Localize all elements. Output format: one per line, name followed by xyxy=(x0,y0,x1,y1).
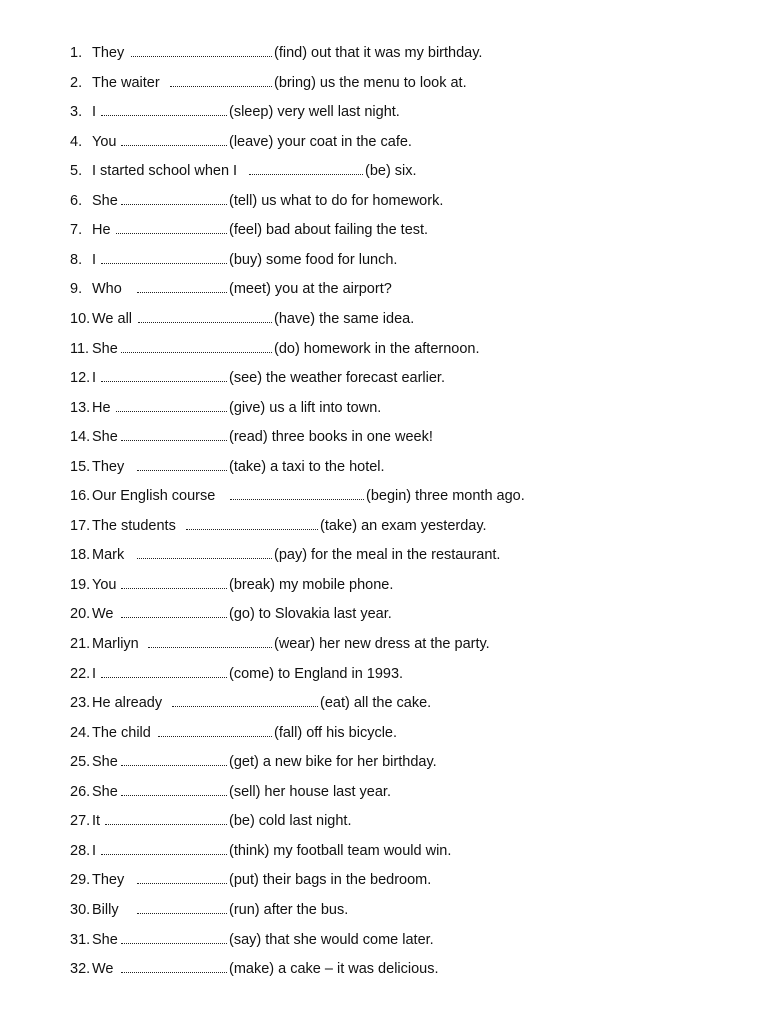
sentence-rest: us a lift into town. xyxy=(269,399,382,416)
question-number: 5. xyxy=(70,163,83,180)
question-item xyxy=(0,159,768,183)
verb-hint: (leave) xyxy=(229,133,274,150)
question-tail xyxy=(229,425,433,449)
question-item xyxy=(0,277,768,301)
question-item xyxy=(0,721,768,745)
sentence-rest: all the cake. xyxy=(353,695,432,712)
question-number: 4. xyxy=(70,133,83,150)
answer-blank[interactable] xyxy=(101,263,227,264)
question-tail xyxy=(229,750,437,774)
sentence-rest: three month ago. xyxy=(415,488,525,505)
question-number: 20. xyxy=(70,606,91,623)
question-subject: You xyxy=(92,133,117,150)
question-number: 30. xyxy=(70,901,91,918)
sentence-rest: cold last night. xyxy=(258,813,352,830)
answer-blank[interactable] xyxy=(121,588,227,589)
answer-blank[interactable] xyxy=(101,381,227,382)
question-tail xyxy=(274,41,482,65)
verb-hint: (bring) xyxy=(274,74,316,91)
sentence-rest: my football team would win. xyxy=(273,842,452,859)
verb-hint: (begin) xyxy=(366,488,412,505)
question-item xyxy=(0,337,768,361)
answer-blank[interactable] xyxy=(116,233,227,234)
verb-hint: (take) xyxy=(229,458,267,475)
question-item xyxy=(0,839,768,863)
question-subject: Marliyn xyxy=(92,636,139,652)
verb-hint: (meet) xyxy=(229,281,271,298)
answer-blank[interactable] xyxy=(137,913,227,914)
question-tail xyxy=(274,543,500,567)
verb-hint: (say) xyxy=(229,931,262,948)
answer-blank[interactable] xyxy=(249,174,363,175)
question-number: 26. xyxy=(70,783,91,800)
question-item xyxy=(0,573,768,597)
question-tail xyxy=(229,868,431,892)
question-number: 10. xyxy=(70,310,91,327)
answer-blank[interactable] xyxy=(137,292,227,293)
question-number: 12. xyxy=(70,370,91,387)
question-item xyxy=(0,514,768,538)
question-tail xyxy=(229,100,400,124)
question-subject: They xyxy=(92,45,125,61)
verb-hint: (sell) xyxy=(229,783,261,800)
answer-blank[interactable] xyxy=(170,86,272,87)
question-subject: She xyxy=(92,340,118,357)
question-tail xyxy=(229,396,381,420)
sentence-rest: out that it was my birthday. xyxy=(311,45,483,61)
question-tail xyxy=(274,307,414,331)
verb-hint: (put) xyxy=(229,872,259,889)
question-number: 32. xyxy=(70,961,91,978)
sentence-rest: some food for lunch. xyxy=(266,251,398,268)
question-item xyxy=(0,307,768,331)
verb-hint: (eat) xyxy=(320,695,350,712)
question-number: 22. xyxy=(70,665,91,682)
question-tail xyxy=(229,455,385,479)
answer-blank[interactable] xyxy=(101,677,227,678)
sentence-rest: the weather forecast earlier. xyxy=(266,370,445,387)
sentence-rest: six. xyxy=(394,163,417,180)
answer-blank[interactable] xyxy=(148,647,272,648)
question-tail xyxy=(229,189,443,213)
question-number: 2. xyxy=(70,74,83,91)
question-subject: I started school when I xyxy=(92,163,238,180)
sentence-rest: for the meal in the restaurant. xyxy=(311,547,501,564)
question-number: 7. xyxy=(70,222,83,239)
question-tail xyxy=(229,366,445,390)
question-number: 13. xyxy=(70,399,91,416)
question-number: 17. xyxy=(70,517,91,534)
sentence-rest: you at the airport? xyxy=(274,281,392,298)
question-tail xyxy=(274,632,490,656)
sentence-rest: three books in one week! xyxy=(271,429,433,446)
question-item xyxy=(0,928,768,952)
question-subject: I xyxy=(92,370,97,387)
sentence-rest: bad about failing the test. xyxy=(266,222,429,239)
answer-blank[interactable] xyxy=(172,706,318,707)
answer-blank[interactable] xyxy=(121,352,272,353)
question-number: 28. xyxy=(70,842,91,859)
answer-blank[interactable] xyxy=(121,617,227,618)
question-number: 8. xyxy=(70,251,83,268)
question-tail xyxy=(229,957,439,981)
question-item xyxy=(0,425,768,449)
question-item xyxy=(0,809,768,833)
question-tail xyxy=(229,602,392,626)
sentence-rest: an exam yesterday. xyxy=(361,517,487,534)
question-tail xyxy=(365,159,417,183)
sentence-rest: after the bus. xyxy=(263,901,349,918)
question-item xyxy=(0,957,768,981)
question-item xyxy=(0,218,768,242)
answer-blank[interactable] xyxy=(121,943,227,944)
question-subject: I xyxy=(92,104,97,121)
sentence-rest: the same idea. xyxy=(319,310,415,327)
question-number: 1. xyxy=(70,45,83,61)
verb-hint: (have) xyxy=(274,310,316,327)
verb-hint: (be) xyxy=(229,813,255,830)
question-number: 6. xyxy=(70,192,83,209)
question-tail xyxy=(229,277,392,301)
question-item xyxy=(0,662,768,686)
question-number: 3. xyxy=(70,104,83,121)
question-subject: Billy xyxy=(92,901,119,918)
answer-blank[interactable] xyxy=(121,145,227,146)
answer-blank[interactable] xyxy=(137,470,227,471)
question-item xyxy=(0,71,768,95)
question-number: 21. xyxy=(70,636,91,652)
verb-hint: (tell) xyxy=(229,192,258,209)
question-item xyxy=(0,632,768,656)
verb-hint: (be) xyxy=(365,163,391,180)
answer-blank[interactable] xyxy=(116,411,227,412)
verb-hint: (find) xyxy=(274,45,308,61)
question-number: 14. xyxy=(70,429,91,446)
question-subject: I xyxy=(92,665,97,682)
sentence-rest: off his bicycle. xyxy=(306,724,398,741)
question-tail xyxy=(229,573,393,597)
verb-hint: (see) xyxy=(229,370,263,387)
verb-hint: (go) xyxy=(229,606,255,623)
answer-blank[interactable] xyxy=(131,56,272,57)
question-subject: I xyxy=(92,251,97,268)
answer-blank[interactable] xyxy=(121,440,227,441)
answer-blank[interactable] xyxy=(101,854,227,855)
question-tail xyxy=(320,691,431,715)
question-subject: She xyxy=(92,429,118,446)
question-subject: The waiter xyxy=(92,74,160,91)
answer-blank[interactable] xyxy=(230,499,364,500)
sentence-rest: my mobile phone. xyxy=(278,576,394,593)
verb-hint: (feel) xyxy=(229,222,263,239)
question-tail xyxy=(229,130,412,154)
question-tail xyxy=(274,71,467,95)
question-item xyxy=(0,543,768,567)
question-number: 27. xyxy=(70,813,91,830)
sentence-rest: their bags in the bedroom. xyxy=(262,872,432,889)
verb-hint: (do) xyxy=(274,340,300,357)
question-subject: The students xyxy=(92,517,176,534)
sentence-rest: us what to do for homework. xyxy=(261,192,444,209)
verb-hint: (take) xyxy=(320,517,358,534)
question-subject: We all xyxy=(92,310,133,327)
question-item xyxy=(0,898,768,922)
verb-hint: (give) xyxy=(229,399,266,416)
answer-blank[interactable] xyxy=(105,824,227,825)
question-number: 11. xyxy=(70,340,90,357)
sentence-rest: her house last year. xyxy=(264,783,391,800)
question-number: 31. xyxy=(70,931,91,948)
question-item xyxy=(0,780,768,804)
question-tail xyxy=(229,780,391,804)
sentence-rest: to England in 1993. xyxy=(278,665,404,682)
question-tail xyxy=(229,248,397,272)
question-item xyxy=(0,248,768,272)
question-subject: She xyxy=(92,754,118,771)
answer-blank[interactable] xyxy=(121,204,227,205)
question-subject: She xyxy=(92,783,118,800)
answer-blank[interactable] xyxy=(101,115,227,116)
answer-blank[interactable] xyxy=(137,883,227,884)
question-subject: Mark xyxy=(92,547,125,564)
question-tail xyxy=(320,514,487,538)
question-item xyxy=(0,750,768,774)
question-number: 25. xyxy=(70,754,91,771)
question-number: 18. xyxy=(70,547,91,564)
question-subject: We xyxy=(92,606,114,623)
question-subject: You xyxy=(92,576,117,593)
answer-blank[interactable] xyxy=(137,558,272,559)
question-tail xyxy=(229,839,451,863)
sentence-rest: a cake – it was delicious. xyxy=(278,961,439,978)
answer-blank[interactable] xyxy=(138,322,272,323)
sentence-rest: her new dress at the party. xyxy=(319,636,490,652)
question-number: 23. xyxy=(70,695,91,712)
sentence-rest: your coat in the cafe. xyxy=(277,133,412,150)
question-subject: She xyxy=(92,192,118,209)
answer-blank[interactable] xyxy=(121,765,227,766)
question-tail xyxy=(274,721,397,745)
question-subject: They xyxy=(92,872,125,889)
sentence-rest: a new bike for her birthday. xyxy=(262,754,437,771)
question-tail xyxy=(366,484,525,508)
verb-hint: (buy) xyxy=(229,251,263,268)
question-number: 15. xyxy=(70,458,91,475)
question-number: 19. xyxy=(70,576,91,593)
verb-hint: (break) xyxy=(229,576,275,593)
question-number: 24. xyxy=(70,724,91,741)
verb-hint: (think) xyxy=(229,842,270,859)
verb-hint: (run) xyxy=(229,901,260,918)
question-item xyxy=(0,366,768,390)
sentence-rest: a taxi to the hotel. xyxy=(270,458,385,475)
verb-hint: (fall) xyxy=(274,724,303,741)
question-subject: Our English course xyxy=(92,488,216,505)
answer-blank[interactable] xyxy=(121,972,227,973)
question-tail xyxy=(229,898,348,922)
question-number: 16. xyxy=(70,488,91,505)
question-tail xyxy=(229,928,434,952)
question-subject: The child xyxy=(92,724,151,741)
question-item xyxy=(0,396,768,420)
question-item xyxy=(0,868,768,892)
question-number: 29. xyxy=(70,872,91,889)
sentence-rest: that she would come later. xyxy=(265,931,434,948)
verb-hint: (pay) xyxy=(274,547,308,564)
question-subject: Who xyxy=(92,281,122,298)
question-subject: They xyxy=(92,458,125,475)
question-item xyxy=(0,41,768,65)
question-subject: He xyxy=(92,222,111,239)
question-item xyxy=(0,602,768,626)
verb-hint: (wear) xyxy=(274,636,316,652)
question-subject: He xyxy=(92,399,111,416)
question-item xyxy=(0,189,768,213)
verb-hint: (get) xyxy=(229,754,259,771)
sentence-rest: to Slovakia last year. xyxy=(258,606,392,623)
question-item xyxy=(0,691,768,715)
sentence-rest: homework in the afternoon. xyxy=(303,340,480,357)
question-item xyxy=(0,100,768,124)
question-item xyxy=(0,130,768,154)
question-number: 9. xyxy=(70,281,83,298)
question-subject: She xyxy=(92,931,118,948)
answer-blank[interactable] xyxy=(121,795,227,796)
sentence-rest: very well last night. xyxy=(277,104,400,121)
verb-hint: (come) xyxy=(229,665,275,682)
question-tail xyxy=(274,337,480,361)
question-subject: We xyxy=(92,961,114,978)
question-subject: I xyxy=(92,842,97,859)
answer-blank[interactable] xyxy=(186,529,318,530)
question-subject: He already xyxy=(92,695,163,712)
question-tail xyxy=(229,809,352,833)
sentence-rest: us the menu to look at. xyxy=(319,74,467,91)
question-tail xyxy=(229,218,428,242)
question-subject: It xyxy=(92,813,101,830)
verb-hint: (sleep) xyxy=(229,104,274,121)
question-item xyxy=(0,484,768,508)
verb-hint: (read) xyxy=(229,429,268,446)
question-tail xyxy=(229,662,403,686)
question-item xyxy=(0,455,768,479)
answer-blank[interactable] xyxy=(158,736,272,737)
verb-hint: (make) xyxy=(229,961,275,978)
